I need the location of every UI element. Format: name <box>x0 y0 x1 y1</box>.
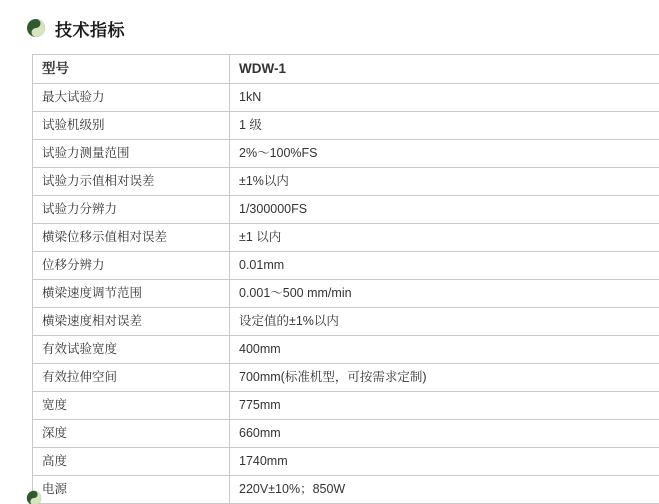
spec-table-body <box>33 55 659 504</box>
spec-label: 最大试验力 <box>33 84 230 112</box>
table-row <box>33 252 659 280</box>
spec-value: 1kN <box>230 84 659 112</box>
table-row <box>33 55 659 84</box>
table-row <box>33 308 659 336</box>
spec-label: 型号 <box>33 55 230 84</box>
spec-value: ±1%以内 <box>230 168 659 196</box>
section-heading <box>26 12 647 44</box>
spec-label: 试验机级别 <box>33 112 230 140</box>
spec-label: 有效拉伸空间 <box>33 364 230 392</box>
spec-value: WDW-1 <box>230 55 659 84</box>
spec-label: 有效试验宽度 <box>33 336 230 364</box>
spec-value: 400mm <box>230 336 659 364</box>
spec-value: 1/300000FS <box>230 196 659 224</box>
yin-yang-icon <box>26 18 46 38</box>
spec-value: 1740mm <box>230 448 659 476</box>
spec-value: ±1 以内 <box>230 224 659 252</box>
spec-value: 设定值的±1%以内 <box>230 308 659 336</box>
table-row <box>33 140 659 168</box>
spec-label: 宽度 <box>33 392 230 420</box>
spec-label: 电源 <box>33 476 230 504</box>
table-row <box>33 280 659 308</box>
spec-label: 高度 <box>33 448 230 476</box>
yin-yang-icon-bottom <box>26 490 42 504</box>
page-title: 技术指标 <box>55 20 125 40</box>
spec-value: 700mm(标准机型，可按需求定制) <box>230 364 659 392</box>
table-row <box>33 224 659 252</box>
table-row <box>33 196 659 224</box>
spec-value: 660mm <box>230 420 659 448</box>
table-row <box>33 364 659 392</box>
spec-label: 横梁速度相对误差 <box>33 308 230 336</box>
spec-label: 试验力分辨力 <box>33 196 230 224</box>
spec-label: 位移分辨力 <box>33 252 230 280</box>
spec-label: 试验力示值相对误差 <box>33 168 230 196</box>
spec-label: 深度 <box>33 420 230 448</box>
table-row <box>33 476 659 504</box>
table-row <box>33 112 659 140</box>
table-row <box>33 168 659 196</box>
spec-label: 试验力测量范围 <box>33 140 230 168</box>
table-row <box>33 336 659 364</box>
table-row <box>33 448 659 476</box>
table-row <box>33 84 659 112</box>
specification-table <box>32 54 659 504</box>
spec-label: 横梁速度调节范围 <box>33 280 230 308</box>
spec-value: 1 级 <box>230 112 659 140</box>
spec-value: 220V±10%；850W <box>230 476 659 504</box>
spec-value: 0.01mm <box>230 252 659 280</box>
spec-value: 775mm <box>230 392 659 420</box>
spec-value: 2%～100%FS <box>230 140 659 168</box>
spec-value: 0.001～500 mm/min <box>230 280 659 308</box>
spec-label: 横梁位移示值相对误差 <box>33 224 230 252</box>
table-row <box>33 392 659 420</box>
table-row <box>33 420 659 448</box>
